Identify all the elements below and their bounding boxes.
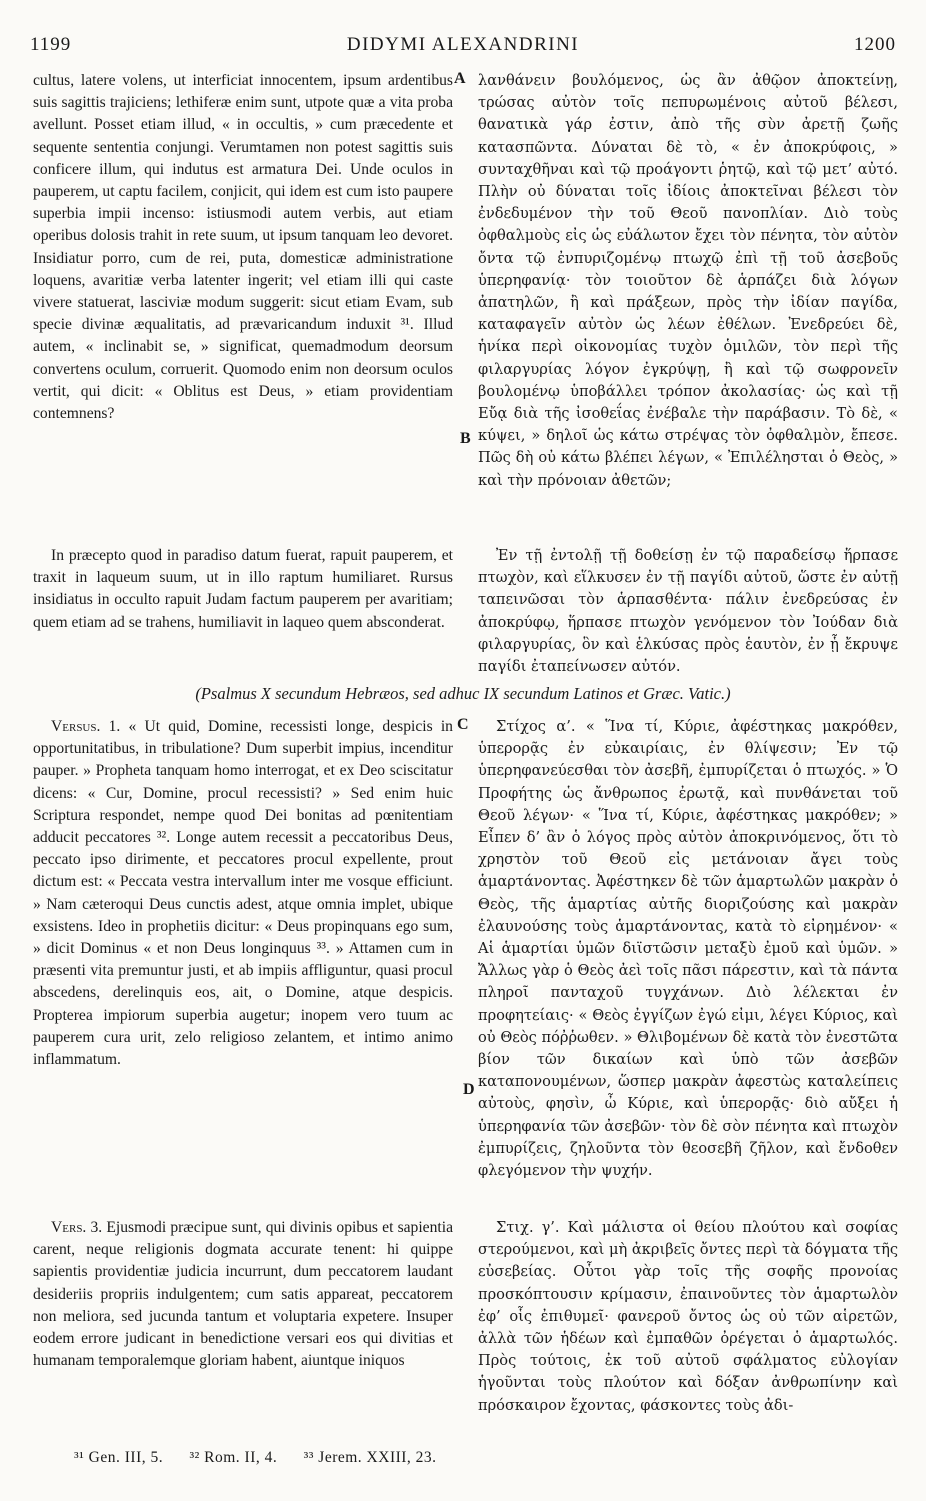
footnote-33: ³³ Jerem. XXIII, 23. [303,1449,437,1466]
margin-letter-d: D [463,1081,475,1098]
latin-paragraph-2: In præcepto quod in paradiso datum fuerat, rapuit pauperem, et traxit in laqueum suum, ut in illo raptum humiliaret. Rursus insidiatus in occulto rapuit Judam factum pauperem per avaritiam; quem etiam ad se trahens, humiliavit in laqueo quem absconderat. [33,547,453,631]
latin-verse-3 [33,1217,453,1372]
latin-verse-1-text: « Ut quid, Domine, recessisti longe, despicis in opportunitatibus, in tribulatione? Dum superbit impius, incenditur pauper. » Propheta tanquam homo interrogat, et ex Deo sciscitatur dicens: « Cur, Domine, procul recessisti? » Sed enim huic Scriptura respondet, nempe quod Dei bonitas ad pœnitentiam adducit peccatores ³². Longe autem recessit a peccatoribus Deus, peccato ipso dirimente, et peccatores procul expellente, prout dictum est: « Peccata vestra intervallum inter me vosque efficiunt. » Nam cæteroqui Deus cunctis adest, atque omnia implet, ubique exsistens. Ideo in prophetiis dicitur: « Deus propinquans ego sum, » dicit Dominus « et non Deus longinquus ³³. » Attamen cum in præsenti vita premuntur justi, et ab impiis affliguntur, quasi procul abscedens, derelinquis eos, ait, o Domine, atque despicis. Propterea impiorum superbia augetur; inopem vero tuum ac pauperem cura urit, zelo religioso zelantem, et intimo animo inflammatum. [33,718,453,1069]
running-title: DIDYMI ALEXANDRINI [346,34,580,55]
footnotes [74,1449,459,1467]
page-header [30,34,896,58]
left-page-number: 1199 [30,34,72,55]
psalm-heading: (Psalmus X secundum Hebræos, sed adhuc IX secundum Latinos et Græc. Vatic.) [195,684,731,703]
latin-verse-1 [33,716,453,1071]
margin-letter-a: A [454,70,466,87]
margin-letter-c: C [457,716,469,733]
greek-paragraph-1: λανθάνειν βουλόμενος, ὡς ἂν ἀθῷον ἀποκτείνῃ, τρώσας αὐτὸν τοῖς πεπυρωμένοις αὐτοῦ βέλεσι, θανατικὰ γάρ ἐστιν, ἀπὸ τῆς σὺν ἀρετῇ ζωῆς κατασπῶντα. Δύναται δὲ τὸ, « ἐν ἀποκρύφοις, » συνταχθῆναι καὶ τῷ προάγοντι ῥητῷ, καὶ τῷ μετ’ αὐτό. Πλὴν οὐ δύναται τοῖς ἰδίοις ἀποκτεῖναι βέλεσι τὸν ἐνδεδυμένον τὴν τοῦ Θεοῦ πανοπλίαν. Διὸ τοὺς ὀφθαλμοὺς εἰς ὡς εὐάλωτον ἔχει τὸν πένητα, τὸν αὐτὸν ὄντα τῷ ἐνπυριζομένῳ πτωχῷ ἐπὶ τῇ τοῦ ἀσεβοῦς ὑπερηφανίᾳ· τὸν τοιοῦτον δὲ ἁρπάζει διὰ λόγων ἀπατηλῶν, ἢ καὶ πράξεων, πρὸς τὴν ἰδίαν παγίδα, καταφαγεῖν αὐτὸν ὡς λέων ἐθέλων. Ἐνεδρεύει δὲ, ἡνίκα περὶ οἰκονομίας τυχὸν ὁμιλῶν, τὸν περὶ τῆς φιλαργυρίας λόγον ἐγκρύψῃ, ἢ καὶ τῷ σωφρονεῖν βουλομένῳ ὑποβάλλει τρόπον ἀκολασίας· ὡς καὶ τῇ Εὔᾳ διὰ τῆς ἰσοθεΐας ἐνέβαλε τὴν παράβασιν. Τὸ δὲ, « κύψει, » δηλοῖ ὡς κάτω στρέψας τὸν ὀφθαλμὸν, ἔπεσε. Πῶς δὴ οὐ κάτω βλέπει λέγων, « Ἐπιλέλησται ὁ Θεὸς, » καὶ τὴν πρόνοιαν ἀθετῶν; [478,72,898,489]
verse-3-label: Vers. 3. [51,1219,103,1236]
greek-verse-1: Στίχος α’. « Ἵνα τί, Κύριε, ἀφέστηκας μακρόθεν, ὑπερορᾷς ἐν εὐκαιρίαις, ἐν θλίψεσιν; Ἐν τῷ ὑπερηφανεύεσθαι τὸν ἀσεβῆ, ἐμπυρίζεται ὁ πτωχός. » Ὁ Προφήτης ὡς ἄνθρωπος ἐρωτᾷ, καὶ πυνθάνεται τοῦ Θεοῦ λέγων· « Ἵνα τί, Κύριε, ἀφέστηκας μακρόθεν; » Εἶπεν δ’ ἂν ὁ λόγος πρὸς αὐτὸν ἀποκρινόμενος, ὅτι τὸ χρηστὸν τοῦ Θεοῦ εἰς μετάνοιαν ἄγει τοὺς ἁμαρτάνοντας. Ἀφέστηκεν δὲ τῶν ἁμαρτωλῶν μακρὰν ὁ Θεὸς, τῆς ἁμαρτίας αὐτῆς διοριζούσης καὶ μακρὰν ἐλαυνούσης τοὺς ἁμαρτάνοντας, κατὰ τὸ εἰρημένον· « Αἱ ἁμαρτίαι ὑμῶν διϊστῶσιν μεταξὺ ἐμοῦ καὶ ὑμῶν. » Ἄλλως γὰρ ὁ Θεὸς ἀεὶ τοῖς πᾶσι πάρεστιν, καὶ τὰ πάντα πληροῖ πανταχοῦ τυγχάνων. Διὸ λέλεκται ἐν προφητείαις· « Θεὸς ἐγγίζων ἐγώ εἰμι, λέγει Κύριος, καὶ οὐ Θεὸς πόῤῥωθεν. » Θλιβομένων δὲ κατὰ τὸν ἐνεστῶτα βίον τῶν δικαίων καὶ ὑπὸ τῶν ἀσεβῶν καταπονουμένων, ὥσπερ μακρὰν ἀφεστὼς καταλείπεις αὐτοὺς, φησὶν, ὦ Κύριε, καὶ ὑπερορᾷς· διὸ αὔξει ἡ ὑπερηφανία τῶν ἀσεβῶν· τὸν δὲ σὸν πένητα καὶ πτωχὸν ἐμπυρίζεις, ζηλοῦντα τὸν θεοσεβῆ ζῆλον, καὶ ἔνδοθεν φλεγόμενον τὴν ψυχήν. [478,718,898,1180]
footnote-32: ³² Rom. II, 4. [189,1449,278,1466]
margin-letter-b: B [460,430,471,447]
latin-paragraph-1: cultus, latere volens, ut interficiat innocentem, ipsum ardentibus suis sagittis trajiciens; lethiferæ enim sunt, utpote quæ a vita proba avellunt. Posset etiam illud, « in occultis, » cum præcedente et sequente sententia conjungi. Verumtamen non potest sagittis suis conficere illum, qui indutus est armatura Dei. Unde oculos in pauperem, ut captu facilem, conjicit, qui idem est cum isto paupere superbia impii incenso: istiusmodi autem verbis, aut etiam operibus dolosis trahit in rete suum, ut ipsum tanquam leo devoret. Insidiatur porro, cum de rei, puta, domesticæ administratione loquens, avaritiæ verba latenter ingerit; vel etiam illi qui caste vivere statuerat, lasciviæ modum suggerit: sicut etiam Evam, sub specie divinæ æqualitatis, ad prævaricandum induxit ³¹. Illud autem, « inclinabit se, » significat, quemadmodum deorsum convertens oculum, corruerit. Quomodo enim non deorsum oculos vertit, qui dicit: « Oblitus est Deus, » etiam providentiam contemnens? [33,72,453,423]
greek-verse-3: Στιχ. γ’. Καὶ μάλιστα οἱ θείου πλούτου καὶ σοφίας στερούμενοι, καὶ μὴ ἀκριβεῖς ὄντες περὶ τὰ δόγματα τῆς εὐσεβείας. Οὗτοι γὰρ τοῖς τῆς σοφῆς προνοίας προσκόπτουσιν κρίμασιν, ἐπαινοῦντες τὸν ἁμαρτωλὸν ἐφ’ οἷς ἐπιθυμεῖ· φανεροῦ ὄντος ὡς οὐ τῶν αἱρετῶν, ἀλλὰ τῶν ἡδέων καὶ ἐμπαθῶν ὀρέγεται ὁ ἁμαρτωλός. Πρὸς τούτοις, ἐκ τοῦ αὐτοῦ σφάλματος εὐλογίαν ἡγοῦνται τοὺς πλούτον καὶ δόξαν ἀνθρωπίνην καὶ πρόσκαιρον ἔχοντας, φάσκοντες τοὺς ἀδι- [478,1219,898,1414]
footnote-31: ³¹ Gen. III, 5. [74,1449,164,1466]
greek-paragraph-2: Ἐν τῇ ἐντολῇ τῇ δοθείσῃ ἐν τῷ παραδείσῳ ἥρπασε πτωχὸν, καὶ εἵλκυσεν ἐν τῇ παγίδι αὐτοῦ, ὥστε ἐν αὐτῇ ταπεινῶσαι τὸν ἁρπασθέντα· πάλιν ἐνεδρεύσας ἐν ἀποκρύφῳ, ἥρπασε πτωχὸν γενόμενον τὸν Ἰούδαν διὰ φιλαργυρίας, ὃν καὶ ἑλκύσας πρὸς ἑαυτὸν, ἐν ᾗ ἔκρυψε παγίδι ἐταπείνωσεν αὐτόν. [478,547,898,676]
right-page-number: 1200 [854,34,896,55]
latin-verse-3-text: Ejusmodi præcipue sunt, qui divinis opibus et sapientia carent, neque religionis dogmata accurate tenent: hi quippe sapientis providentiæ judicia incurrunt, dum peccatorem laudant desideriis propriis indulgentem; cum satis appareat, peccatorem non meliora, sed jucunda tantum et voluptaria expetere. Insuper eodem errore judicant in benedictione versari eos qui divitias et humanam temporalemque gloriam habent, aiuntque iniquos [33,1219,453,1370]
verse-1-label: Versus. 1. [51,718,121,735]
